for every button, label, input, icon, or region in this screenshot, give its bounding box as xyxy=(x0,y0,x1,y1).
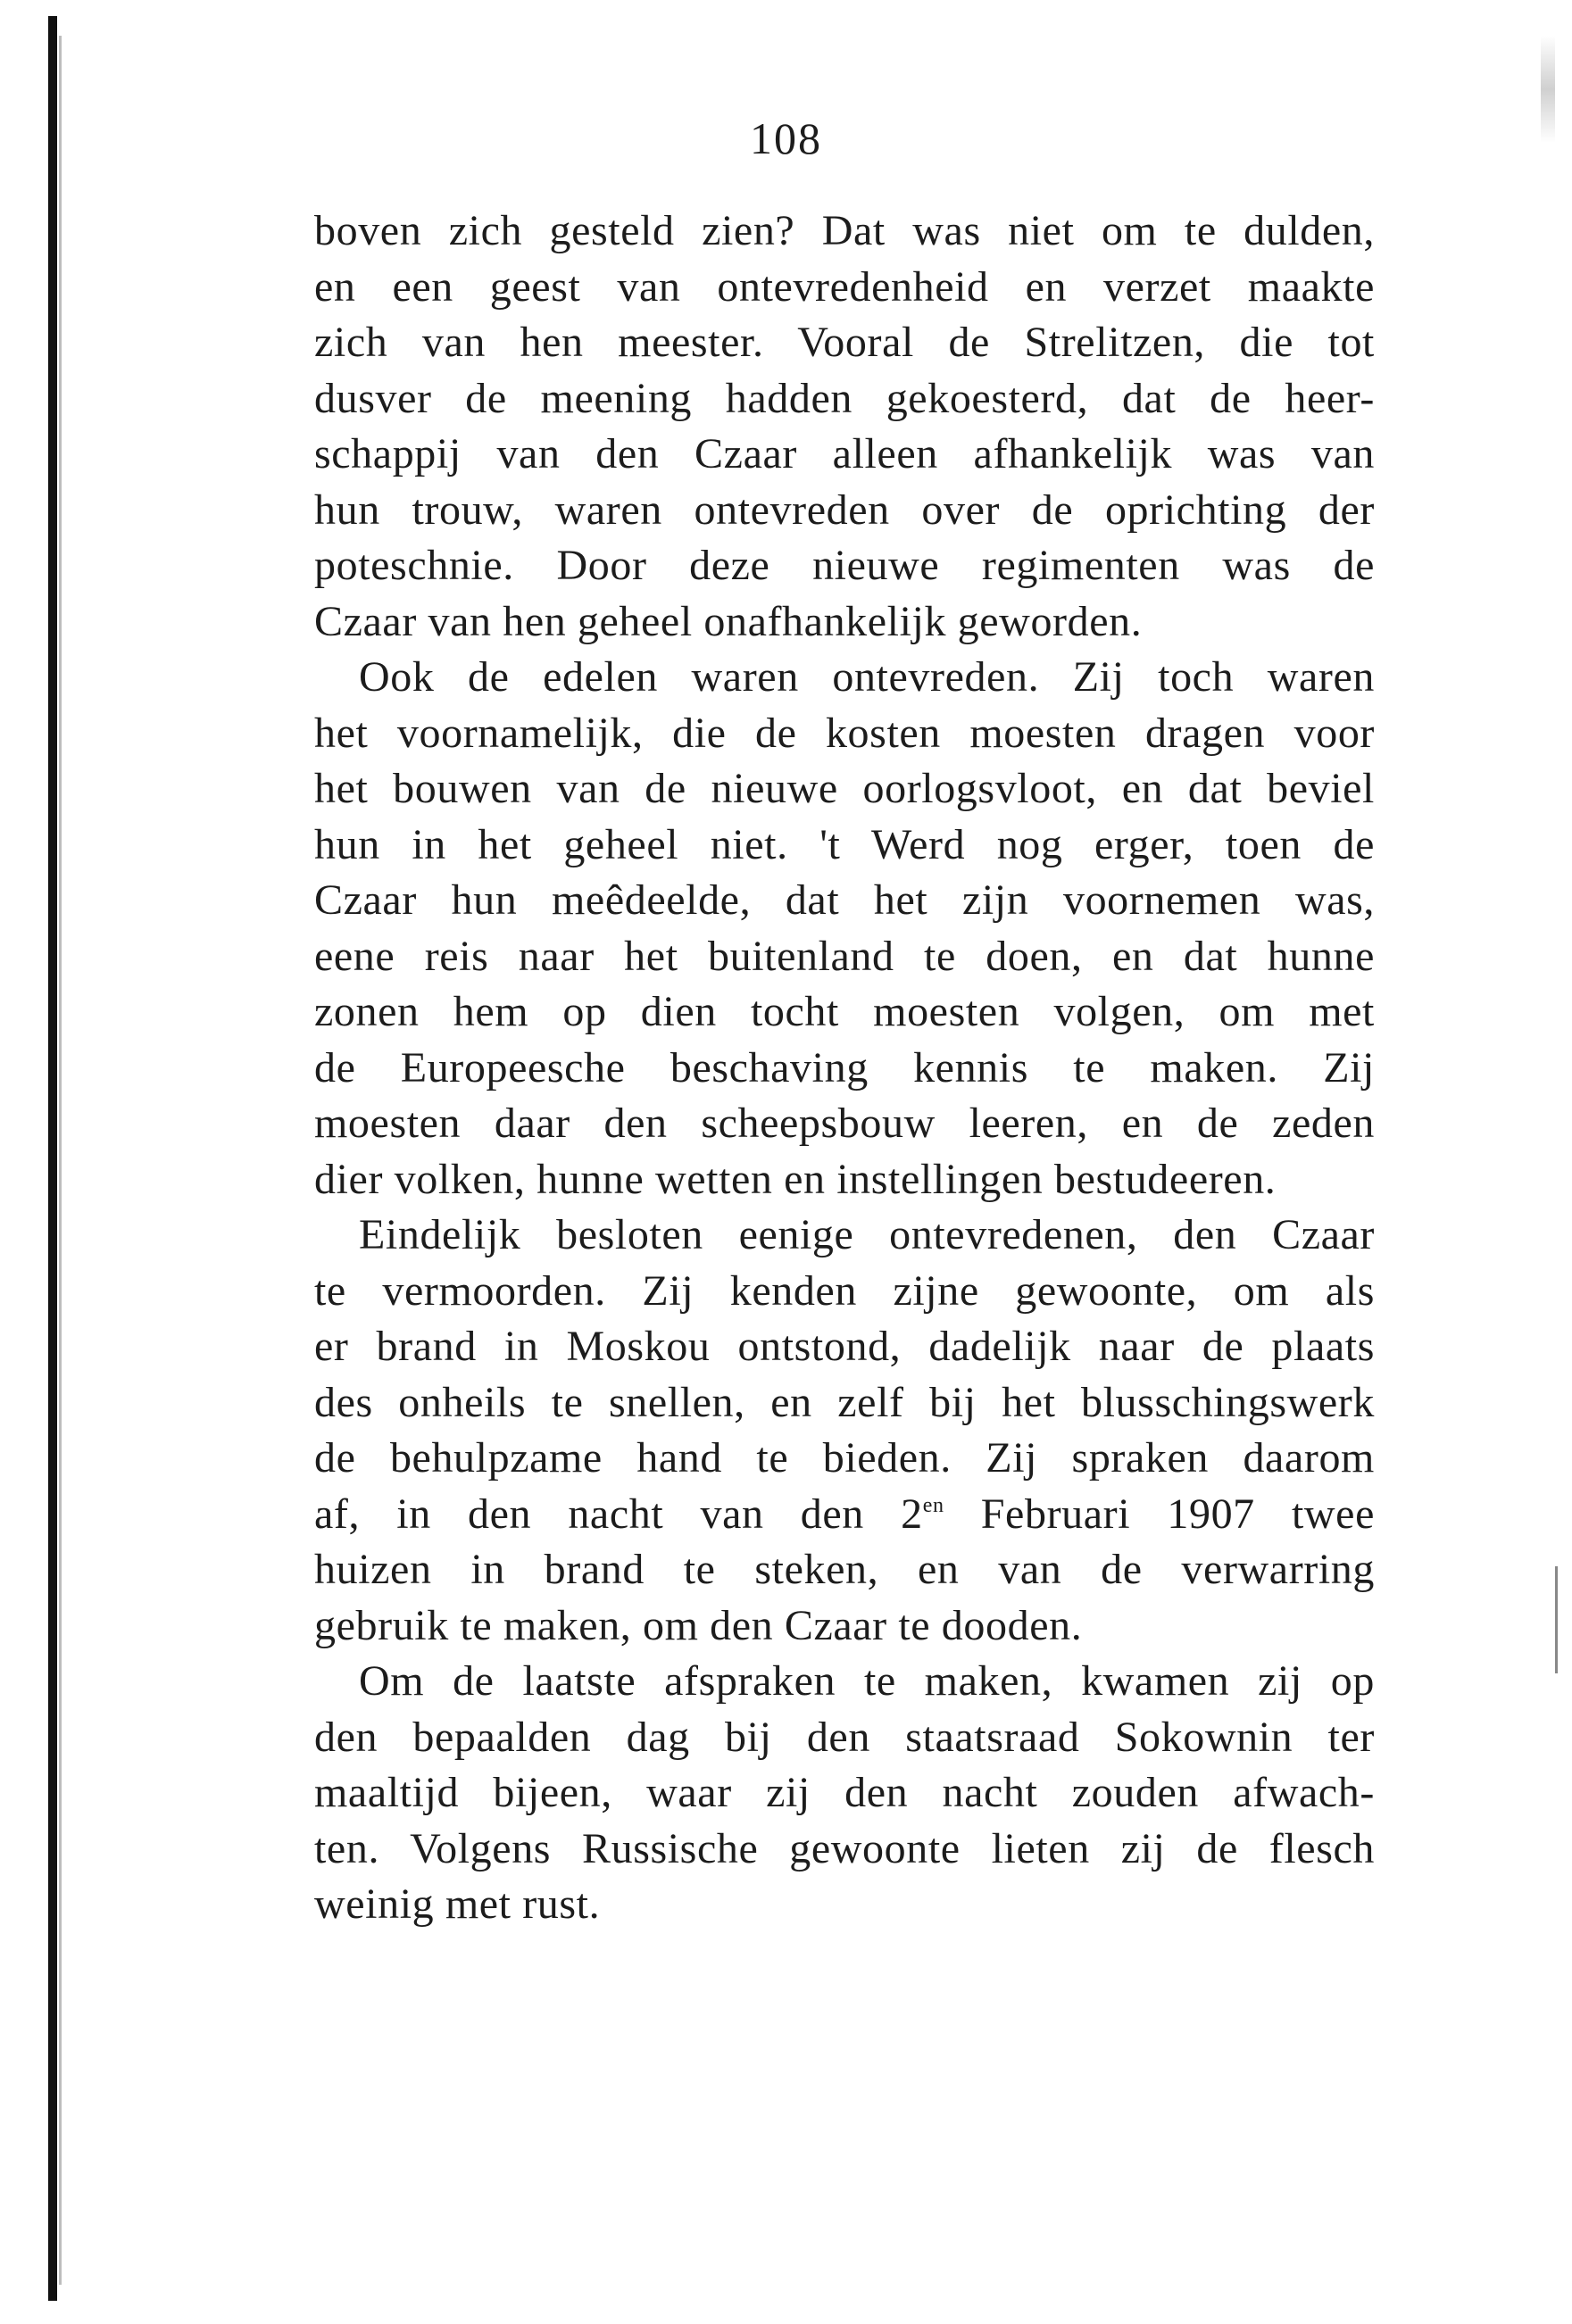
text-line: de Europeesche beschaving kennis te maken. Zij xyxy=(314,1043,1375,1091)
text-line: dusver de meening hadden gekoesterd, dat de heer- xyxy=(314,374,1375,422)
text-line: er brand in Moskou ontstond, dadelijk naar de plaats xyxy=(314,1323,1375,1370)
text-line: Czaar van hen geheel onafhankelijk geworden. xyxy=(314,597,1143,645)
text-line: poteschnie. Door deze nieuwe regimenten was de xyxy=(314,542,1375,589)
superscript: en xyxy=(922,1493,944,1517)
text-line: weinig met rust. xyxy=(314,1880,601,1928)
text-line: en een geest van ontevredenheid en verzet maakte xyxy=(314,262,1375,311)
body-text xyxy=(314,203,1375,1933)
page-number: 108 xyxy=(750,113,822,163)
text-line: boven zich gesteld zien? Dat was niet om te dulden, xyxy=(314,207,1375,254)
scan-binding-edge xyxy=(48,16,57,2301)
text-segment: af, in den nacht van den 2 xyxy=(314,1490,923,1538)
text-line: moesten daar den scheepsbouw leeren, en de zeden xyxy=(314,1100,1375,1147)
text-line: het bouwen van de nieuwe oorlogsvloot, en dat beviel xyxy=(314,765,1375,812)
paragraph-start-line: Eindelijk besloten eenige ontevredenen, den Czaar xyxy=(359,1211,1375,1258)
text-line: zich van hen meester. Vooral de Strelitzen, die tot xyxy=(314,319,1375,366)
text-line: ten. Volgens Russische gewoonte lieten zij de flesch xyxy=(314,1824,1375,1872)
paragraph-start-line: Ook de edelen waren ontevreden. Zij toch waren xyxy=(359,653,1375,701)
text-line: des onheils te snellen, en zelf bij het blusschingswerk xyxy=(314,1378,1375,1426)
text-line-with-superscript xyxy=(314,1487,1375,1543)
text-line: hun in het geheel niet. 't Werd nog erger, toen de xyxy=(314,820,1375,868)
text-line: gebruik te maken, om den Czaar te dooden. xyxy=(314,1601,1083,1649)
text-line: hun trouw, waren ontevreden over de oprichting der xyxy=(314,486,1375,534)
scan-shadow-edge xyxy=(59,36,62,2285)
text-line: eene reis naar het buitenland te doen, en dat hunne xyxy=(314,932,1375,980)
text-line: maaltijd bijeen, waar zij den nacht zouden afwach- xyxy=(314,1769,1375,1816)
scan-mark xyxy=(1555,1566,1558,1673)
paragraph-start-line: Om de laatste afspraken te maken, kwamen zij op xyxy=(359,1657,1375,1705)
text-line: dier volken, hunne wetten en instellingen bestudeeren. xyxy=(314,1155,1277,1203)
text-line: Czaar hun meêdeelde, dat het zijn voornemen was, xyxy=(314,876,1375,924)
text-line: huizen in brand te steken, en van de verwarring xyxy=(314,1546,1375,1593)
text-segment: Februari 1907 twee xyxy=(944,1490,1375,1538)
text-line: het voornamelijk, die de kosten moesten dragen voor xyxy=(314,709,1375,757)
text-line: den bepaalden dag bij den staatsraad Sokownin ter xyxy=(314,1713,1375,1761)
text-line: zonen hem op dien tocht moesten volgen, om met xyxy=(314,988,1375,1035)
text-line: te vermoorden. Zij kenden zijne gewoonte, om als xyxy=(314,1266,1375,1315)
text-line: schappij van den Czaar alleen afhankelijk was van xyxy=(314,430,1375,477)
text-line: de behulpzame hand te bieden. Zij spraken daarom xyxy=(314,1434,1375,1482)
